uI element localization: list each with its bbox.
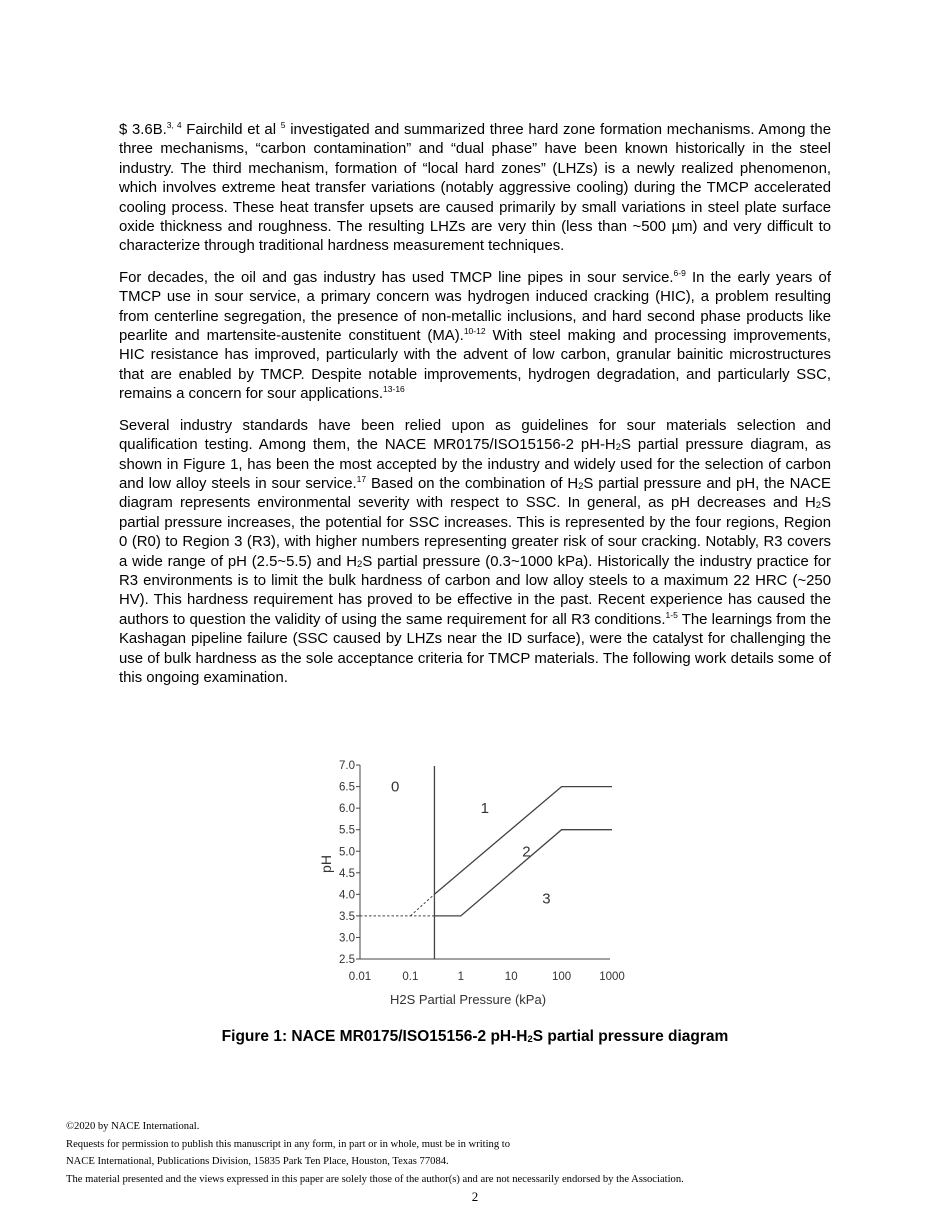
- caption-text-a: Figure 1: NACE MR0175/ISO15156-2 pH-H: [221, 1028, 528, 1045]
- copyright-footer: [66, 1118, 886, 1188]
- paragraph-1: [119, 121, 831, 257]
- footer-copyright: ©2020 by NACE International.: [66, 1121, 200, 1132]
- x-tick-label: 10: [504, 971, 518, 983]
- x-tick-label: 100: [552, 971, 572, 983]
- figure-caption: [0, 1028, 950, 1046]
- x-tick-label: 0.1: [402, 971, 419, 983]
- region-label: 1: [480, 800, 490, 818]
- nace-ph-h2s-diagram: [300, 755, 640, 1013]
- region-label: 2: [522, 843, 531, 861]
- caption-text-b: S partial pressure diagram: [532, 1028, 729, 1045]
- y-tick-label: 2.5: [339, 954, 355, 966]
- y-tick-label: 3.0: [339, 932, 355, 945]
- citation-ref: 5: [280, 120, 286, 130]
- p3-text-e: S partial pressure increases, the potential for SSC increases. This is represented by the four regions, Region 0 (R0) to Region 3 (R3), with higher numbers representing greater risk of sour cracking. Notably, R3 covers a wide range of pH (2.5~5.5) and H: [119, 495, 831, 570]
- citation-ref: 6-9: [673, 267, 686, 278]
- footer-permission: Requests for permission to publish this manuscript in any form, in part or in whole, must be in writing to: [66, 1138, 511, 1150]
- subscript: 2: [815, 500, 822, 512]
- p3-text-g: The learnings from the Kashagan pipeline failure (SSC caused by LHZs near the ID surface), were the catalyst for challenging the use of bulk hardness as the sole acceptance criteria for TMCP materials. The following work details some of this ongoing examination.: [119, 611, 831, 686]
- p3-text-d: S partial pressure and pH, the NACE diagram represents environmental severity with respect to SSC. In general, as pH decreases and H: [119, 475, 831, 512]
- boundary-line: [410, 894, 434, 916]
- y-tick-label: 5.5: [339, 824, 355, 837]
- y-tick-label: 6.0: [339, 803, 355, 816]
- p3-text-b: S partial pressure diagram, as shown in Figure 1, has been the most accepted by the industry and widely used for the selection of carbon and low alloy steels in sour service.: [119, 437, 832, 492]
- p1-text-c: investigated and summarized three hard zone formation mechanisms. Among the three mechanisms, “carbon contamination” and “dual phase” have been known historically in the steel industry. The third mechanism, formation of “local hard zones” (LHZs) is a newly realized phenomenon, which involves extreme heat transfer variations (notably aggressive cooling) during the TMCP accelerated cooling process. These heat transfer upsets are caused primarily by small variations in steel plate surface oxide thickness and roughness. The resulting LHZs are very thin (less than ~500 µm) and very difficult to characterize through traditional hardness measurement techniques.: [119, 122, 831, 255]
- region-label: 3: [542, 890, 551, 908]
- p3-text-a: Several industry standards have been relied upon as guidelines for sour materials selection and qualification testing. Among them, the NACE MR0175/ISO15156-2 pH-H: [119, 417, 831, 454]
- footer-address: NACE International, Publications Division, 15835 Park Ten Place, Houston, Texas 77084.: [66, 1156, 449, 1167]
- x-tick-labels: [349, 971, 625, 983]
- region-labels: [391, 779, 551, 908]
- y-tick-label: 3.5: [339, 910, 355, 923]
- body-text: [119, 121, 831, 700]
- y-axis-label: pH: [318, 855, 334, 873]
- p3-text-c: Based on the combination of H: [366, 475, 579, 492]
- citation-ref: 13-16: [383, 384, 405, 395]
- p1-text-a: $ 3.6B.: [119, 122, 167, 138]
- footer-disclaimer: The material presented and the views expressed in this paper are solely those of the author(s) and are not necessarily endorsed by the Association.: [66, 1173, 684, 1185]
- p2-text-a: For decades, the oil and gas industry has used TMCP line pipes in sour service.: [119, 269, 674, 286]
- p2-text-b: In the early years of TMCP use in sour service, a primary concern was hydrogen induced cracking (HIC), a problem resulting from centerline segregation, the presence of non-metallic inclusions, and hard second phase products like pearlite and martensite-austenite constituent (MA).: [119, 269, 831, 345]
- x-tick-label: 0.01: [348, 971, 372, 983]
- page-number: 2: [471, 1189, 479, 1204]
- x-axis-label: H2S Partial Pressure (kPa): [389, 992, 547, 1007]
- citation-ref: 3, 4: [166, 120, 182, 130]
- p2-text-c: With steel making and processing improvements, HIC resistance has improved, particularly with the advent of low carbon, granular bainitic microstructures that are enabled by TMCP. Despite notable improvements, hydrogen degradation, and particularly SSC, remains a concern for sour applications.: [119, 328, 831, 403]
- subscript: 2: [527, 1034, 533, 1045]
- subscript: 2: [357, 558, 363, 570]
- x-tick-label: 1: [457, 971, 465, 983]
- p1-text-b: Fairchild et al: [181, 122, 281, 138]
- y-tick-label: 7.0: [339, 760, 355, 773]
- paragraph-2: [119, 269, 831, 405]
- boundary-line: [434, 787, 612, 895]
- citation-ref: 1-5: [665, 609, 678, 620]
- citation-ref: 10-12: [463, 326, 486, 337]
- y-tick-label: 6.5: [339, 781, 355, 794]
- p3-text-f: S partial pressure (0.3~1000 kPa). Historically the industry practice for R3 environments is to limit the bulk hardness of carbon and low alloy steels to a maximum 22 HRC (~250 HV). This hardness requirement has proved to be effective in the past. Recent experience has caused the authors to question the validity of using the same requirement for all R3 conditions.: [119, 553, 831, 628]
- x-tick-label: 1000: [599, 971, 625, 983]
- region-label: 0: [391, 778, 400, 796]
- subscript: 2: [578, 480, 584, 492]
- y-tick-label: 5.0: [339, 846, 355, 859]
- y-tick-label: 4.0: [339, 889, 355, 902]
- y-tick-labels: [339, 760, 360, 966]
- subscript: 2: [615, 442, 621, 454]
- citation-ref: 17: [356, 473, 367, 484]
- paragraph-3: [119, 417, 831, 689]
- y-tick-label: 4.5: [339, 867, 355, 880]
